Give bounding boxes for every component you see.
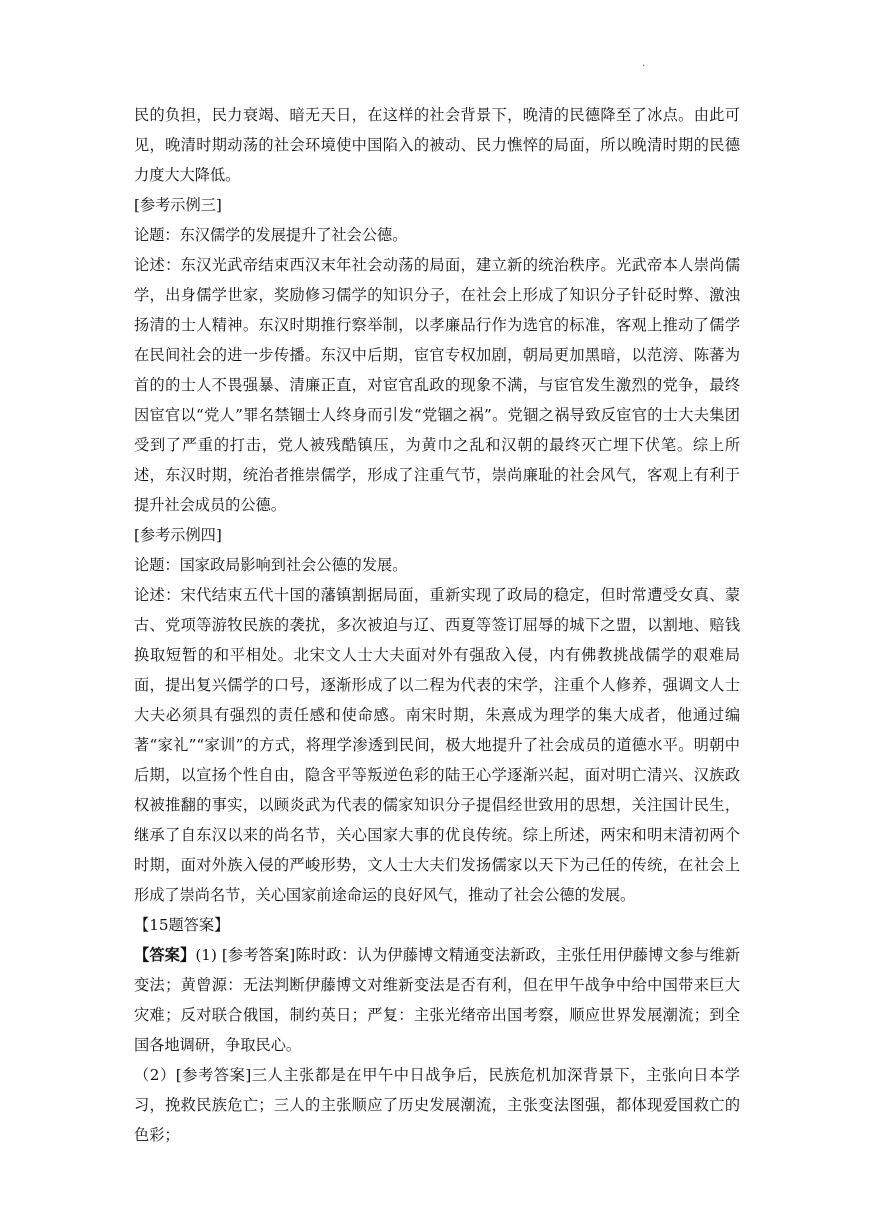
answer-part-2: （2）[参考答案]三人主张都是在甲午中日战争后，民族危机加深背景下，主张向日本学习，挽救民族危亡；三人的主张顺应了历史发展潮流，主张变法图强，都体现爱国救亡的色彩； (134, 1066, 740, 1144)
example-4-heading: [参考示例四] (134, 526, 222, 544)
example-4-topic: 论题：国家政局影响到社会公德的发展。 (134, 556, 408, 574)
example-3-heading: [参考示例三] (134, 196, 222, 214)
question-15-heading: 【15题答案】 (134, 916, 230, 934)
example-3-topic: 论题：东汉儒学的发展提升了社会公德。 (134, 226, 408, 244)
example-3-argument: 论述：东汉光武帝结束西汉末年社会动荡的局面，建立新的统治秩序。光武帝本人崇尚儒学，出身儒学世家，奖励修习儒学的知识分子，在社会上形成了知识分子针砭时弊、激浊扬清的士人精神。东汉时期推行察举制，以孝廉品行作为选官的标准，客观上推动了儒学在民间社会的进一步传播。东汉中后期，宦官专权加剧，朝局更加黑暗，以范滂、陈蕃为首的的士人不畏强暴、清廉正直，对宦官乱政的现象不满，与宦官发生激烈的党争，最终因宦官以“党人”罪名禁锢士人终身而引发“党锢之祸”。党锢之祸导致反宦官的士大夫集团受到了严重的打击，党人被残酷镇压，为黄巾之乱和汉朝的最终灭亡埋下伏笔。综上所述，东汉时期，统治者推崇儒学，形成了注重气节，崇尚廉耻的社会风气，客观上有利于提升社会成员的公德。 (134, 256, 740, 514)
answer-part-1-text: (1) [参考答案]陈时政：认为伊藤博文精通变法新政，主张任用伊藤博文参与维新变法；黄曾源：无法判断伊藤博文对维新变法是否有利，但在甲午战争中给中国带来巨大灾难；反对联合俄国，制约英日；严复：主张光绪帝出国考察，顺应世界发展潮流；到全国各地调研，争取民心。 (134, 946, 740, 1054)
answer-label: 【答案】 (134, 946, 196, 964)
corner-mark: . (642, 58, 646, 69)
example-4-argument: 论述：宋代结束五代十国的藩镇割据局面，重新实现了政局的稳定，但时常遭受女真、蒙古、党项等游牧民族的袭扰，多次被迫与辽、西夏等签订屈辱的城下之盟，以割地、赔钱换取短暂的和平相处。北宋文人士大夫面对外有强敌入侵，内有佛教挑战儒学的艰难局面，提出复兴儒学的口号，逐渐形成了以二程为代表的宋学，注重个人修养，强调文人士大夫必须具有强烈的责任感和使命感。南宋时期，朱熹成为理学的集大成者，他通过编著“家礼”“家训”的方式，将理学渗透到民间，极大地提升了社会成员的道德水平。明朝中后期，以宣扬个性自由，隐含平等叛逆色彩的陆王心学逐渐兴起，面对明亡清兴、汉族政权被推翻的事实，以顾炎武为代表的儒家知识分子提倡经世致用的思想，关注国计民生，继承了自东汉以来的尚名节，关心国家大事的优良传统。综上所述，两宋和明末清初两个时期，面对外族入侵的严峻形势，文人士大夫们发扬儒家以天下为己任的传统，在社会上形成了崇尚名节，关心国家前途命运的良好风气，推动了社会公德的发展。 (134, 586, 740, 904)
paragraph-late-qing: 民的负担，民力衰竭、暗无天日，在这样的社会背景下，晚清的民德降至了冰点。由此可见，晚清时期动荡的社会环境使中国陷入的被动、民力憔悴的局面，所以晚清时期的民德力度大大降低。 (134, 106, 740, 184)
document-body (134, 100, 740, 1150)
answer-part-1 (134, 940, 740, 1060)
